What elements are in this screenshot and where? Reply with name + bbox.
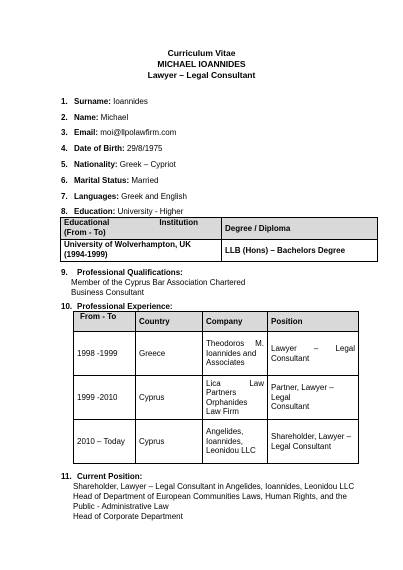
experience-from-to: 1998 -1999 bbox=[74, 332, 136, 376]
experience-country: Cyprus bbox=[136, 376, 203, 420]
current-position-line-1: Shareholder, Lawyer – Legal Consultant in Angelides, Ioannides, Leonidou LLC bbox=[73, 482, 355, 491]
current-position-line-2: Head of Department of European Communities Laws, Human Rights, and the bbox=[73, 492, 347, 501]
table-row bbox=[74, 376, 359, 420]
experience-company: Lica Law Partners Orphanides Law Firm bbox=[203, 376, 268, 420]
education-table bbox=[60, 217, 378, 262]
education-row bbox=[61, 240, 378, 262]
education-degree: LLB (Hons) – Bachelors Degree bbox=[222, 240, 378, 262]
email-link[interactable]: moi@llpolawfirm.com bbox=[98, 128, 177, 137]
experience-heading: 10. Professional Experience: bbox=[61, 302, 173, 311]
experience-company: Theodoros M. Ioannides and Associates bbox=[203, 332, 268, 376]
qualifications-line-1: Member of the Cyprus Bar Association Chartered bbox=[71, 278, 246, 287]
experience-header-from-to: From - To bbox=[74, 312, 136, 332]
experience-header-country: Country bbox=[136, 312, 203, 332]
cv-role: Lawyer – Legal Consultant bbox=[147, 70, 256, 80]
experience-header-position: Position bbox=[268, 312, 359, 332]
cv-name: MICHAEL IOANNIDES bbox=[157, 59, 246, 69]
table-row bbox=[74, 332, 359, 376]
qualifications-line-2: Business Consultant bbox=[71, 288, 144, 297]
personal-item-nationality: 5. Nationality: Greek – Cypriot bbox=[61, 160, 176, 169]
current-position-heading: 11. Current Position: bbox=[61, 472, 143, 481]
qualifications-heading: 9. Professional Qualifications: bbox=[61, 268, 183, 277]
personal-item-marital-status: 6. Marital Status: Married bbox=[61, 176, 159, 185]
education-header-institution: Educational Institution (From - To) bbox=[61, 218, 222, 240]
experience-country: Greece bbox=[136, 332, 203, 376]
experience-from-to: 2010 – Today bbox=[74, 420, 136, 464]
personal-item-surname: 1. Surname: Ioannides bbox=[61, 97, 148, 106]
personal-item-email: 3. Email: moi@llpolawfirm.com bbox=[61, 128, 177, 137]
cv-title: Curriculum Vitae bbox=[167, 48, 236, 58]
personal-item-dob: 4. Date of Birth: 29/8/1975 bbox=[61, 144, 163, 153]
experience-header-company: Company bbox=[203, 312, 268, 332]
personal-item-languages: 7. Languages: Greek and English bbox=[61, 192, 187, 201]
cv-header bbox=[0, 48, 403, 81]
experience-from-to: 1999 -2010 bbox=[74, 376, 136, 420]
table-row bbox=[74, 420, 359, 464]
experience-table bbox=[73, 311, 359, 464]
education-institution: University of Wolverhampton, UK (1994-1999) bbox=[61, 240, 222, 262]
experience-position: Shareholder, Lawyer – Legal Consultant bbox=[268, 420, 359, 464]
personal-item-name: 2. Name: Michael bbox=[61, 113, 129, 122]
personal-item-education: 8. Education: University - Higher bbox=[61, 207, 184, 216]
experience-header-row bbox=[74, 312, 359, 332]
experience-company: Angelides, Ioannides, Leonidou LLC bbox=[203, 420, 268, 464]
current-position-line-4: Head of Corporate Department bbox=[73, 512, 183, 521]
education-header-degree: Degree / Diploma bbox=[222, 218, 378, 240]
current-position-line-3: Public - Administrative Law bbox=[73, 502, 169, 511]
education-header-row bbox=[61, 218, 378, 240]
experience-position: Lawyer – Legal Consultant bbox=[268, 332, 359, 376]
experience-position: Partner, Lawyer – Legal Consultant bbox=[268, 376, 359, 420]
experience-country: Cyprus bbox=[136, 420, 203, 464]
